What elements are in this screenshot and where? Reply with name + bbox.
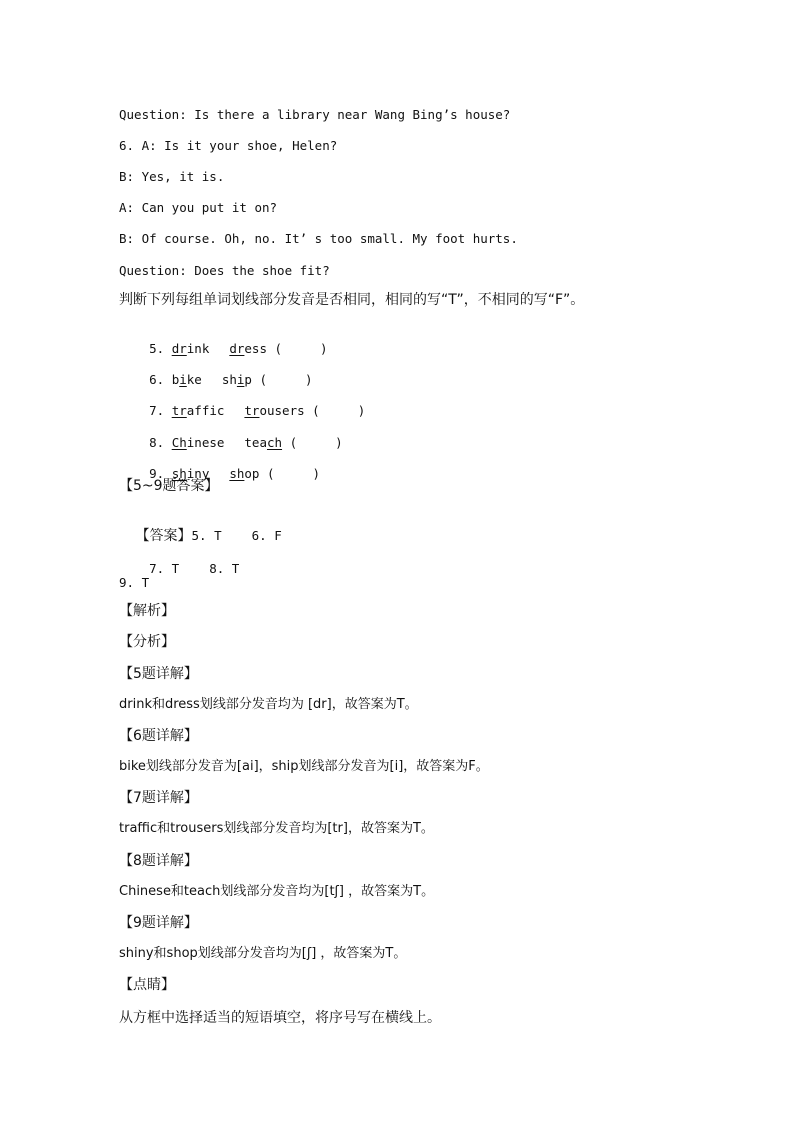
answers-label: 【答案】 [135, 528, 192, 544]
detail-6-header: 【6题详解】 [119, 728, 198, 744]
dialogue-6-a1: 6. A: Is it your shoe, Helen? [119, 138, 338, 153]
instruction-pronunciation: 判断下列每组单词划线部分发音是否相同，相同的写“T”，不相同的写“F”。 [119, 292, 585, 308]
item-number: 7. [149, 403, 165, 418]
item-6: 6. bike ship ( ) [149, 372, 313, 387]
answer-8: 8. T [209, 561, 240, 576]
item-7: 7. traffic trousers ( ) [149, 403, 366, 418]
item-number: 5. [149, 341, 165, 356]
dialogue-6-a2: A: Can you put it on? [119, 200, 278, 215]
question-shoe-fit: Question: Does the shoe fit? [119, 263, 330, 278]
underlined-part: Ch [171, 435, 187, 450]
item-8: 8. Chinese teach ( ) [149, 435, 343, 450]
analysis-header: 【解析】 [119, 603, 175, 619]
underlined-part: tr [171, 403, 187, 418]
answer-6: 6. F [251, 528, 282, 543]
underlined-part: i [179, 372, 187, 387]
item-number: 9. [149, 466, 165, 481]
answer-9: 9. T [119, 575, 150, 590]
underlined-part: sh [171, 466, 187, 481]
detail-8-header: 【8题详解】 [119, 853, 198, 869]
underlined-part: sh [229, 466, 245, 481]
underlined-part: dr [229, 341, 245, 356]
dianjing-header: 【点睛】 [119, 977, 175, 993]
answer-7: 7. T [149, 561, 180, 576]
answers-header: 【5~9题答案】 [119, 478, 219, 494]
item-5: 5. drink dress ( ) [149, 341, 328, 356]
item-number: 6. [149, 372, 165, 387]
underlined-part: dr [171, 341, 187, 356]
detail-8-text: Chinese和teach划线部分发音均为[tʃ] ，故答案为T。 [119, 884, 435, 899]
detail-9-text: shiny和shop划线部分发音均为[ʃ] ，故答案为T。 [119, 946, 407, 961]
analysis-subheader: 【分析】 [119, 634, 175, 650]
dialogue-6-b2: B: Of course. Oh, no. It’ s too small. My foot hurts. [119, 231, 518, 246]
underlined-part: i [236, 372, 245, 387]
next-instruction: 从方框中选择适当的短语填空，将序号写在横线上。 [119, 1010, 441, 1026]
detail-9-header: 【9题详解】 [119, 915, 198, 931]
underlined-part: ch [266, 435, 283, 450]
detail-6-text: bike划线部分发音为[ai]，ship划线部分发音为[i]，故答案为F。 [119, 759, 489, 774]
item-9: 9. shiny shop ( ) [149, 466, 321, 481]
underlined-part: tr [244, 403, 260, 418]
detail-5-header: 【5题详解】 [119, 666, 198, 682]
question-library: Question: Is there a library near Wang Bing’s house? [119, 107, 511, 122]
item-number: 8. [149, 435, 165, 450]
dialogue-6-b1: B: Yes, it is. [119, 169, 225, 184]
detail-7-text: traffic和trousers划线部分发音均为[tr]，故答案为T。 [119, 821, 434, 836]
detail-7-header: 【7题详解】 [119, 790, 198, 806]
answer-5: 5. T [191, 528, 222, 543]
detail-5-text: drink和dress划线部分发音均为 [dr]，故答案为T。 [119, 697, 418, 712]
